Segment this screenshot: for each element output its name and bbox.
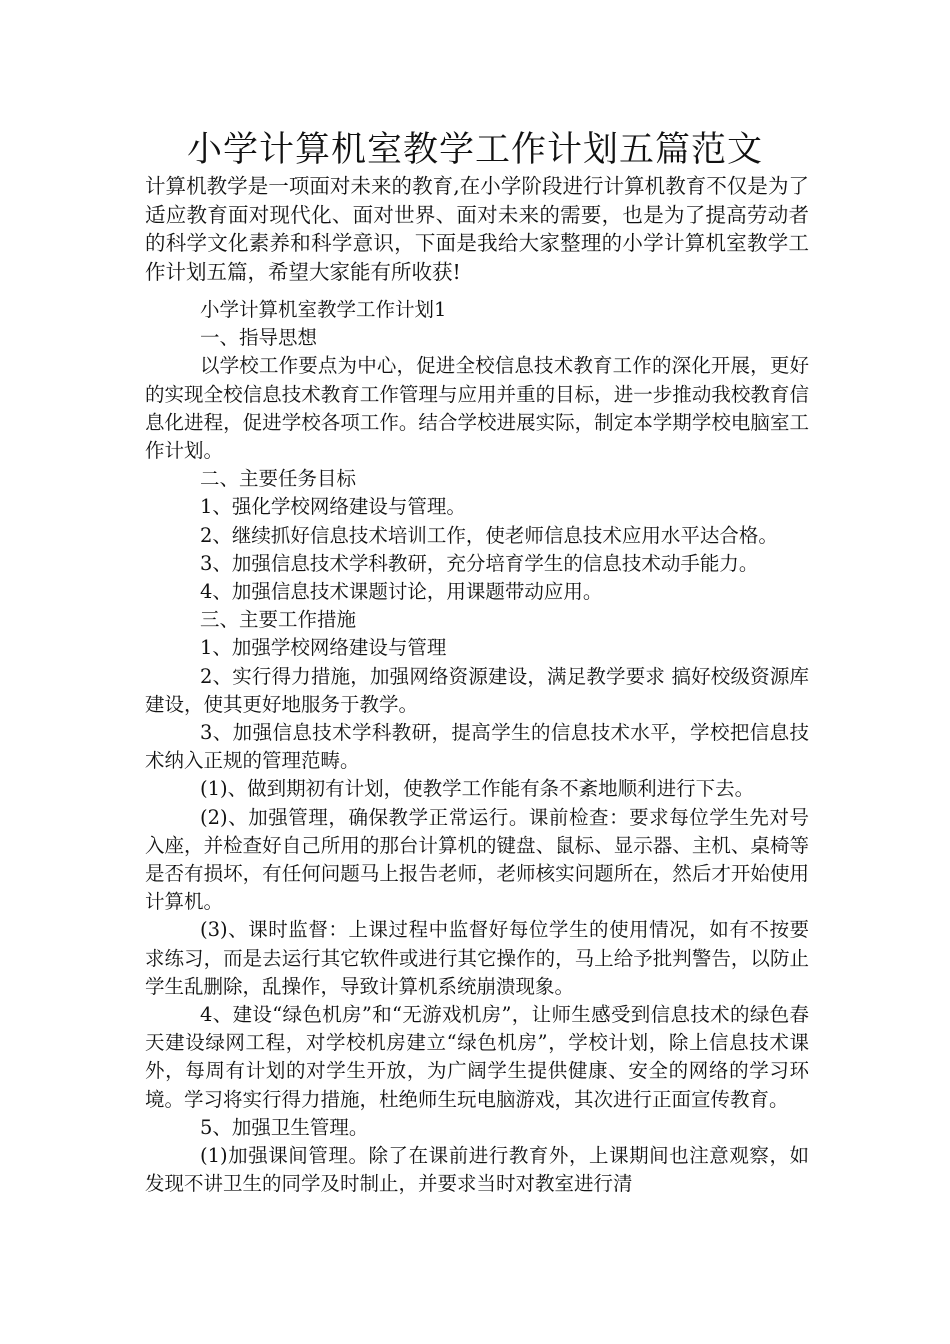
body-paragraph: 2、实行得力措施，加强网络资源建设，满足教学要求 搞好校级资源库建设，使其更好地服务于教学。 bbox=[145, 664, 809, 716]
body-paragraph: 1、强化学校网络建设与管理。 bbox=[200, 495, 466, 519]
section-heading: 二、主要任务目标 bbox=[200, 467, 357, 491]
intro-paragraph: 计算机教学是一项面对未来的教育,在小学阶段进行计算机教育不仅是为了适应教育面对现代化、面对世界、面对未来的需要，也是为了提高劳动者的科学文化素养和科学意识，下面是我给大家整理的小学计算机室教学工作计划五篇，希望大家能有所收获! bbox=[145, 174, 809, 284]
body-paragraph: 4、建设“绿色机房”和“无游戏机房”，让师生感受到信息技术的绿色春天建设绿网工程，对学校机房建立“绿色机房”，学校计划，除上信息技术课外，每周有计划的对学生开放，为广阔学生提供健康、安全的网络的学习环境。学习将实行得力措施，杜绝师生玩电脑游戏，其次进行正面宣传教育。 bbox=[145, 1003, 809, 1111]
document-title: 小学计算机室教学工作计划五篇范文 bbox=[186, 130, 763, 170]
body-paragraph: (1)加强课间管理。除了在课前进行教育外，上课期间也注意观察，如发现不讲卫生的同学及时制止，并要求当时对教室进行清 bbox=[145, 1144, 809, 1196]
section-heading: 小学计算机室教学工作计划1 bbox=[200, 298, 447, 321]
body-paragraph: 1、加强学校网络建设与管理 bbox=[200, 636, 447, 660]
body-paragraph: 以学校工作要点为中心，促进全校信息技术教育工作的深化开展，更好的实现全校信息技术教育工作管理与应用并重的目标，进一步推动我校教育信息化进程，促进学校各项工作。结合学校进展实际，制定本学期学校电脑室工作计划。 bbox=[145, 354, 809, 463]
body-paragraph: (1)、做到期初有计划，使教学工作能有条不紊地顺利进行下去。 bbox=[200, 777, 755, 801]
body-paragraph: 3、加强信息技术学科教研，充分培育学生的信息技术动手能力。 bbox=[200, 551, 759, 575]
body-paragraph: 5、加强卫生管理。 bbox=[200, 1115, 369, 1139]
body-paragraph: (2)、加强管理，确保教学正常运行。课前检查：要求每位学生先对号入座，并检查好自己所用的那台计算机的键盘、鼠标、显示器、主机、桌椅等是否有损坏，有任何问题马上报告老师，老师核实问题所在，然后才开始使用计算机。 bbox=[145, 805, 809, 914]
body-paragraph: (3)、课时监督：上课过程中监督好每位学生的使用情况，如有不按要求练习，而是去运行其它软件或进行其它操作的，马上给予批判警告，以防止学生乱删除，乱操作，导致计算机系统崩溃现象。 bbox=[145, 918, 809, 998]
body-paragraph: 3、加强信息技术学科教研，提高学生的信息技术水平，学校把信息技术纳入正规的管理范畴。 bbox=[145, 721, 809, 773]
document-body bbox=[145, 296, 809, 1199]
body-paragraph: 4、加强信息技术课题讨论，用课题带动应用。 bbox=[200, 580, 603, 604]
section-heading: 一、指导思想 bbox=[200, 326, 318, 350]
section-heading: 三、主要工作措施 bbox=[200, 608, 357, 632]
body-paragraph: 2、继续抓好信息技术培训工作，使老师信息技术应用水平达合格。 bbox=[200, 523, 778, 547]
